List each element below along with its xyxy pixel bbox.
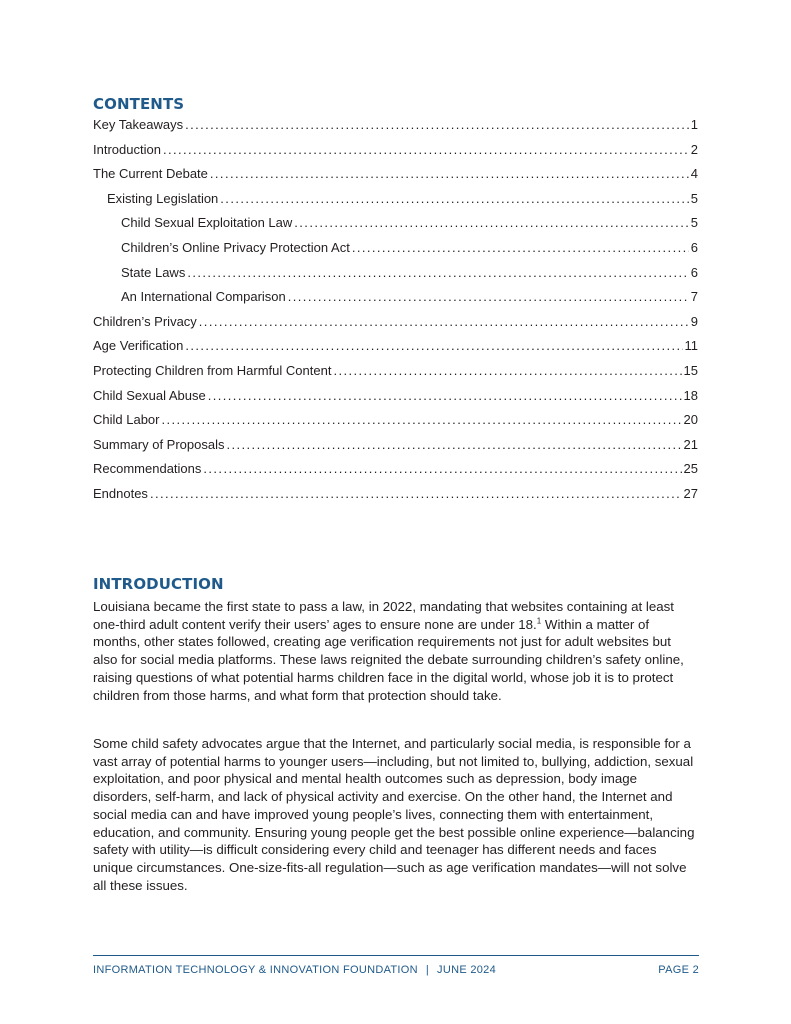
toc-entry-title: Child Sexual Abuse	[93, 387, 206, 403]
toc-entry[interactable]	[93, 411, 698, 436]
toc-entry-page: 2	[690, 141, 698, 157]
toc-entry-title: Introduction	[93, 141, 161, 157]
table-of-contents	[93, 116, 698, 510]
toc-entry[interactable]	[93, 264, 698, 289]
toc-dot-leader	[162, 411, 682, 429]
toc-entry-title: Recommendations	[93, 461, 202, 477]
toc-entry-page: 18	[683, 387, 698, 403]
toc-dot-leader	[294, 214, 688, 232]
toc-entry-page: 1	[690, 117, 698, 132]
toc-dot-leader	[288, 288, 689, 306]
toc-entry[interactable]	[93, 337, 698, 362]
toc-dot-leader	[208, 387, 682, 405]
toc-entry-title: An International Comparison	[121, 289, 286, 305]
toc-entry[interactable]	[93, 485, 698, 510]
toc-entry-page: 27	[683, 485, 698, 501]
toc-entry-page: 25	[683, 461, 698, 477]
toc-dot-leader	[227, 436, 682, 454]
toc-entry-page: 7	[690, 289, 698, 305]
toc-entry-title: The Current Debate	[93, 166, 208, 182]
toc-entry-title: Age Verification	[93, 338, 184, 354]
toc-entry-page: 4	[690, 166, 698, 182]
introduction-paragraph	[93, 598, 698, 704]
toc-dot-leader	[220, 190, 688, 208]
footer-separator: |	[425, 964, 430, 976]
toc-entry-title: Summary of Proposals	[93, 436, 225, 452]
toc-entry-page: 15	[683, 362, 698, 378]
toc-entry-title: State Laws	[121, 264, 186, 280]
introduction-heading: INTRODUCTION	[93, 575, 224, 593]
page-footer	[93, 964, 699, 976]
toc-entry[interactable]	[93, 436, 698, 461]
toc-entry-title: Children’s Online Privacy Protection Act	[121, 239, 350, 255]
toc-entry[interactable]	[93, 362, 698, 387]
toc-entry-title: Key Takeaways	[93, 117, 184, 132]
toc-dot-leader	[150, 485, 682, 503]
toc-dot-leader	[333, 362, 681, 380]
toc-entry-page: 9	[690, 313, 698, 329]
toc-entry-page: 5	[690, 215, 698, 231]
toc-dot-leader	[210, 165, 689, 183]
toc-entry[interactable]	[93, 460, 698, 485]
toc-entry[interactable]	[93, 165, 698, 190]
toc-entry-page: 20	[683, 412, 698, 428]
toc-entry[interactable]	[93, 288, 698, 313]
footer-organization: INFORMATION TECHNOLOGY & INNOVATION FOUNDATION	[93, 964, 418, 976]
document-page	[93, 0, 698, 1024]
toc-dot-leader	[163, 141, 689, 159]
toc-entry-title: Child Sexual Exploitation Law	[121, 215, 293, 231]
toc-entry[interactable]	[93, 214, 698, 239]
toc-dot-leader	[187, 264, 688, 282]
toc-entry-page: 21	[683, 436, 698, 452]
toc-entry-title: Children’s Privacy	[93, 313, 197, 329]
toc-dot-leader	[185, 337, 682, 355]
endnote-reference[interactable]: 1	[536, 616, 542, 626]
toc-dot-leader	[185, 116, 689, 134]
footer-page-number: PAGE 2	[658, 964, 699, 976]
toc-dot-leader	[203, 460, 681, 478]
toc-entry-page: 6	[690, 239, 698, 255]
toc-entry-title: Endnotes	[93, 485, 148, 501]
introduction-paragraph: Some child safety advocates argue that the Internet, and particularly social media, is responsible for a vast array of potential harms to younger users—including, but not limited to, bullying, addiction, sexual exploitation, and poor physical and mental health outcomes such as depression, body image disorders, self-harm, and lack of physical activity and exercise. On the other hand, the Internet and social media can and have improved young people’s lives, connecting them with entertainment, education, and community. Ensuring young people get the best possible online experience—balancing safety with utility—is difficult considering every child and teenager has different needs and faces unique circumstances. One-size-fits-all regulation—such as age verification mandates—will not solve all these issues.	[93, 736, 695, 893]
contents-heading: CONTENTS	[93, 95, 185, 113]
toc-entry-page: 11	[684, 338, 698, 354]
toc-entry-page: 5	[690, 190, 698, 206]
toc-entry-page: 6	[690, 264, 698, 280]
toc-entry[interactable]	[93, 313, 698, 338]
footer-date: JUNE 2024	[437, 964, 496, 976]
footer-publication	[93, 964, 496, 976]
toc-entry[interactable]	[93, 141, 698, 166]
toc-dot-leader	[352, 239, 689, 257]
toc-entry-title: Existing Legislation	[107, 190, 219, 206]
toc-entry[interactable]	[93, 190, 698, 215]
paragraph-text: Within a matter of months, other states followed, creating age verification requirements not just for adult websites but also for social media platforms. These laws reignited the debate surrounding children’s safety online, raising questions of what potential harms children face in the digital world, whose job it is to protect children from those harms, and what form that protection should take.	[93, 616, 684, 703]
toc-entry[interactable]	[93, 239, 698, 264]
toc-dot-leader	[199, 313, 689, 331]
toc-entry[interactable]	[93, 387, 698, 412]
footer-divider	[93, 955, 699, 956]
paragraph-text: Louisiana became the first state to pass a law, in 2022, mandating that websites containing at least one-third adult content verify their users’ ages to ensure none are under 18.	[93, 599, 674, 632]
toc-entry-title: Protecting Children from Harmful Content	[93, 362, 332, 378]
toc-entry-title: Child Labor	[93, 412, 160, 428]
toc-entry[interactable]	[93, 116, 698, 141]
